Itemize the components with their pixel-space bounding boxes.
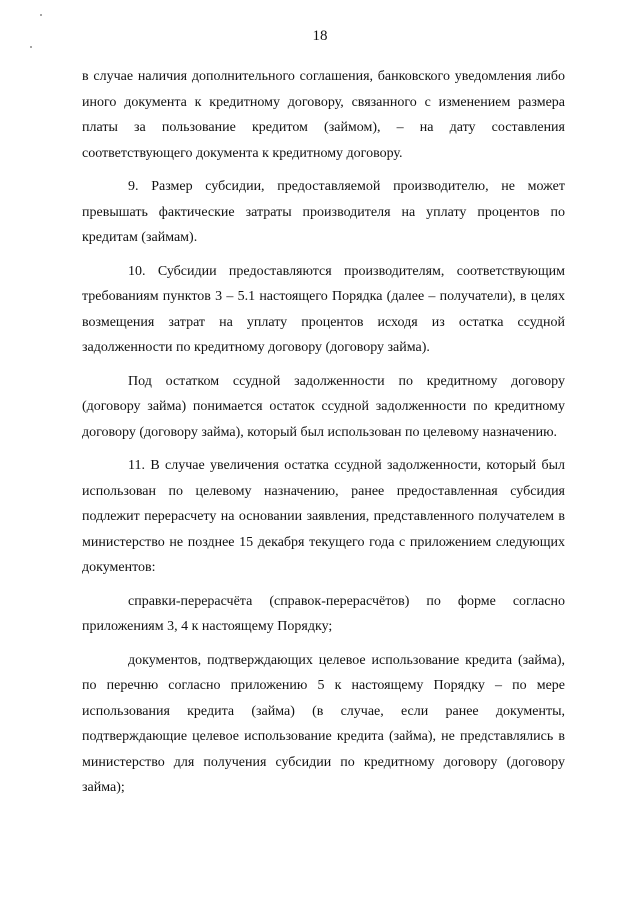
- paragraph: справки-перерасчёта (справок-перерасчётов) по форме согласно приложениям 3, 4 к настоящему Порядку;: [82, 593, 565, 634]
- page-number: 18: [312, 28, 328, 44]
- paragraph: в случае наличия дополнительного соглашения, банковского уведомления либо иного документа к кредитному договору, связанного с изменением размера платы за пользование кредитом (займом), – на дату составления соответствующего документа к кредитному договору.: [82, 69, 565, 161]
- scan-speck: [40, 14, 42, 16]
- scan-speck: [30, 46, 32, 48]
- document-body: [82, 64, 565, 809]
- paragraph: Под остатком ссудной задолженности по кредитному договору (договору займа) понимается остаток ссудной задолженности по кредитному договору (договору займа), который был использован по целевому назначению.: [82, 373, 565, 440]
- paragraph: 11. В случае увеличения остатка ссудной задолженности, который был использован по целевому назначению, ранее предоставленная субсидия подлежит перерасчету на основании заявления, представленного получателем в министерство не позднее 15 декабря текущего года с приложением следующих документов:: [82, 458, 565, 575]
- paragraph: документов, подтверждающих целевое использование кредита (займа), по перечню согласно приложению 5 к настоящему Порядку – по мере использования кредита (займа) (в случае, если ранее документы, подтверждающие целевое использование кредита (займа), не представлялись в министерство для получения субсидии по кредитному договору (договору займа);: [82, 652, 565, 795]
- paragraph: 10. Субсидии предоставляются производителям, соответствующим требованиям пунктов 3 – 5.1 настоящего Порядка (далее – получатели), в целях возмещения затрат на уплату процентов исходя из остатка ссудной задолженности по кредитному договору (договору займа).: [82, 263, 565, 355]
- paragraph: 9. Размер субсидии, предоставляемой производителю, не может превышать фактические затраты производителя на уплату процентов по кредитам (займам).: [82, 179, 565, 245]
